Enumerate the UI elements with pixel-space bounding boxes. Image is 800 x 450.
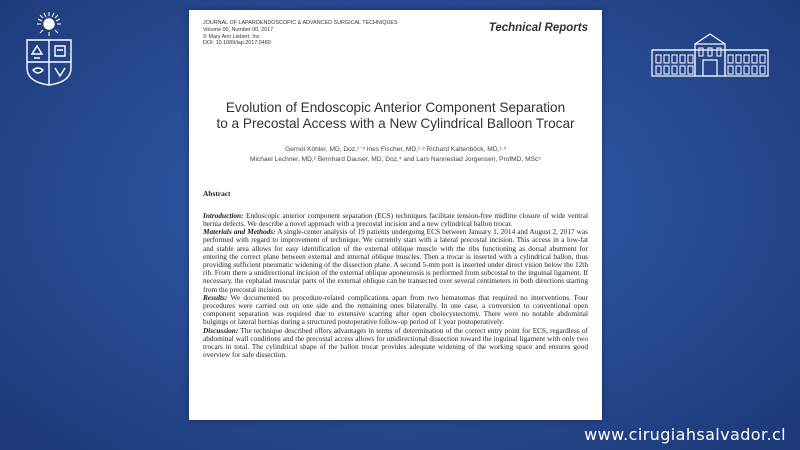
- abstract-paragraph: [203, 327, 588, 360]
- abstract-paragraph: [203, 294, 588, 327]
- section-tag: Technical Reports: [488, 22, 588, 34]
- abstract-text: The technique described offers advantages in terms of determination of the correct entry point for ECS, regardless of abdominal wall conditions and the precostal access allows for unidirectional dissection toward the inguinal ligament with only two trocars in total. The cylindrical shape of the ballon trocar provides adequate widening of the working space and ensures good overview for safe dissection.: [203, 325, 588, 360]
- abstract-label: Introduction:: [203, 210, 244, 220]
- abstract-label: Results:: [203, 292, 228, 302]
- paper-title: [203, 100, 588, 133]
- hospital-building-logo: [650, 30, 770, 80]
- journal-doi: DOI: 10.1089/lap.2017.0480: [203, 40, 271, 47]
- university-seal-logo: [22, 10, 76, 86]
- abstract-text: A single-center analysis of 19 patients undergoing ECS between January 1, 2014 and August 2, 2017 was performed with regard to improvement of technique. We currently start with a lateral precostal incision. This access in a low-fat and stable area allows for easy identification of the external oblique muscle with the ribs functioning as dorsal abutment for entering the correct plane between external and internal oblique muscles. Then a trocar is inserted with a cylindrical ballon, thus providing sufficient pneumatic widening of the dissection plane. A second 5-mm port is inserted under direct vision below the 12th rib. From there a unidirectional incision of the external oblique aponeurosis is performed from subcostal to the inguinal ligament. If necessary, the cephalad muscular parts of the external oblique can be transected over several centimeters in both directions starting from the precostal incision.: [203, 227, 589, 294]
- abstract-label: Discussion:: [203, 325, 239, 335]
- abstract-label: Materials and Methods:: [203, 227, 276, 237]
- journal-name: JOURNAL OF LAPAROENDOSCOPIC & ADVANCED SURGICAL TECHNIQUES: [203, 20, 398, 26]
- paper-title-line: to a Precostal Access with a New Cylindrical Balloon Trocar: [216, 116, 575, 132]
- authors-line: Michael Lechner, MD,² Bernhard Dauser, MD, Doz,⁴ and Lars Nannestad Jorgensen, ProfMD, MSc⁵: [249, 155, 542, 163]
- journal-header: [203, 20, 588, 64]
- journal-volume: Volume 00, Number 00, 2017: [203, 26, 274, 33]
- abstract-heading: Abstract: [203, 188, 231, 198]
- paper-title-line: Evolution of Endoscopic Anterior Component Separation: [225, 100, 566, 115]
- website-url: www.cirugiahsalvador.cl: [584, 425, 786, 444]
- abstract-paragraph: [203, 228, 588, 294]
- abstract-text: We documented no procedure-related complications apart from two hematomas that required no interventions. Four procedures were carried out on one side and the remaining ones bilaterally. In one case, a conversion to conventional open component separation was required due to extensive scarring after open cholecystectomy. There were no notable abdominal bulgings or lateral hernias during a structured postoperative follow-up period of 1 year postoperatively.: [203, 292, 588, 327]
- paper-authors: [203, 145, 588, 165]
- abstract-text: Endoscopic anterior component separation (ECS) techniques facilitate tension-free midline closure of wide ventral hernia defects. We describe a novel approach with a precostal incision and a new cylindrical ballon trocar.: [203, 210, 588, 229]
- abstract-body: [203, 212, 588, 360]
- authors-line: Gernot Köhler, MD, Doz,¹⁻³ Ines Fischer, MD,¹·³ Richard Kaltenböck, MD,¹·³: [285, 145, 506, 153]
- journal-copyright: © Mary Ann Liebert, Inc.: [203, 33, 261, 40]
- paper-page: [189, 10, 602, 420]
- abstract-paragraph: [203, 212, 588, 228]
